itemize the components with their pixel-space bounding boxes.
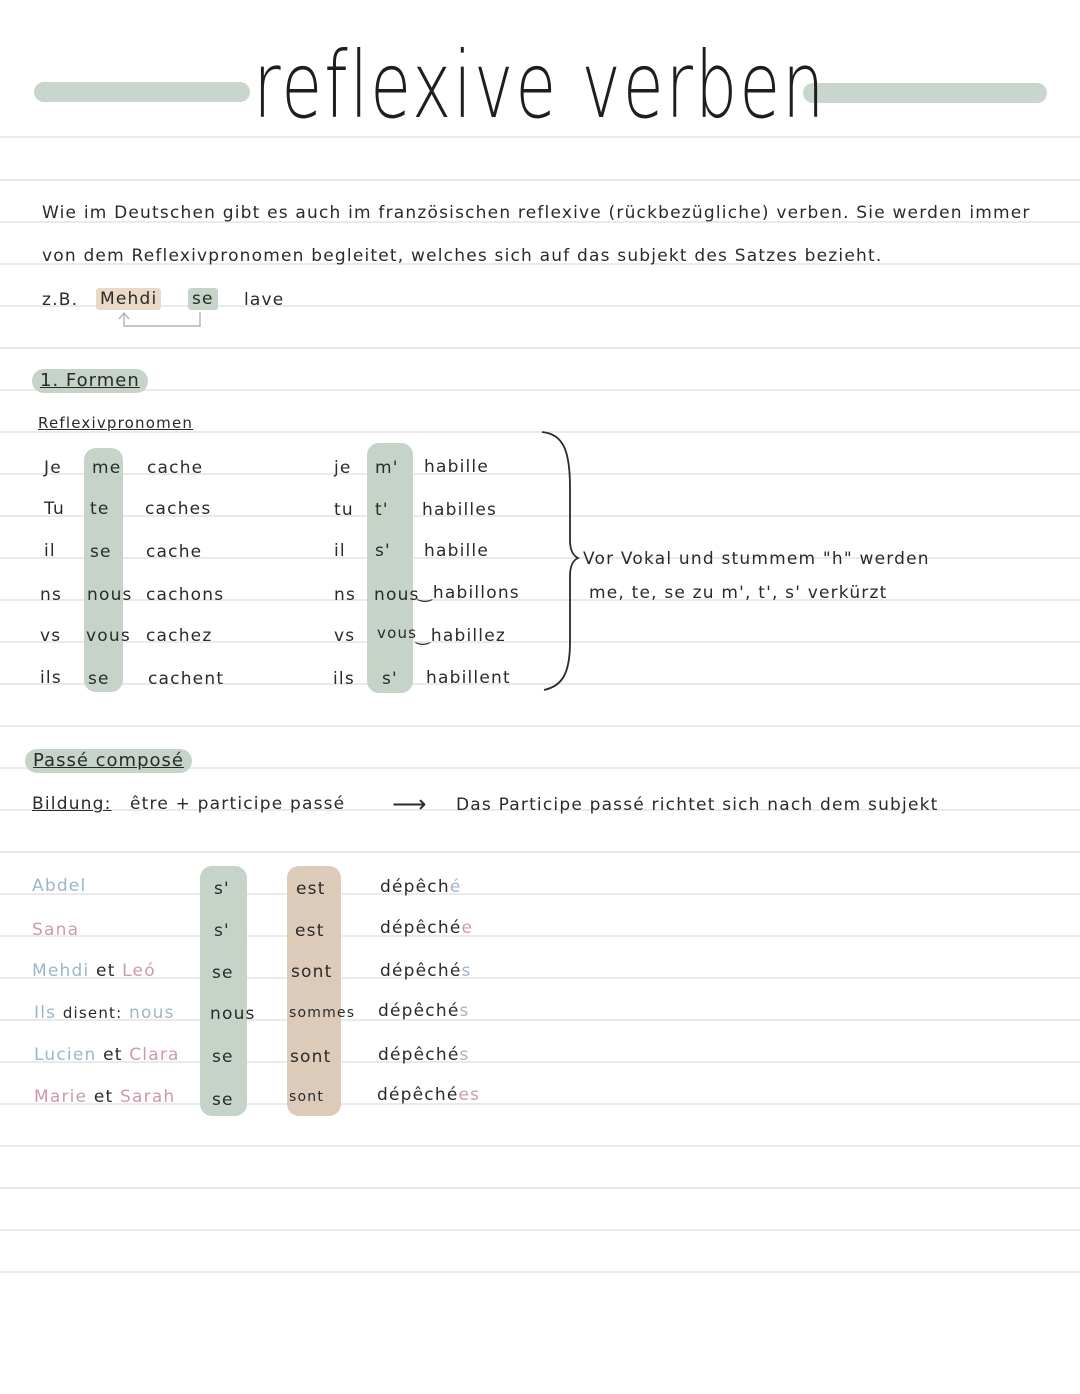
participle-stem: dépêché: [377, 1085, 459, 1105]
subject: Clara: [129, 1045, 180, 1065]
row-pronoun: nous: [87, 585, 133, 605]
subheading-reflexivpronomen: Reflexivpronomen: [38, 414, 194, 432]
row-verb: ‿habillez: [416, 626, 506, 646]
row-subject: ils: [40, 668, 62, 688]
page-title: reflexive verben: [253, 32, 827, 139]
row-verb: ‿habillons: [418, 583, 520, 603]
auxiliary-etre-column: [287, 866, 341, 1116]
pc-auxiliary: sommes: [289, 1005, 356, 1021]
section-heading-passe-compose: Passé composé: [25, 749, 192, 773]
elision-note-line-2: me, te, se zu m', t', s' verkürzt: [589, 583, 888, 603]
pc-auxiliary: est: [295, 921, 325, 941]
row-pronoun: m': [375, 458, 399, 478]
row-subject: vs: [334, 626, 356, 646]
row-pronoun: t': [375, 500, 389, 520]
row-subject: ns: [40, 585, 63, 605]
row-subject: je: [334, 458, 352, 478]
pc-row: [34, 1003, 175, 1023]
row-verb: cachons: [146, 585, 225, 605]
subject-joiner: et: [93, 1087, 114, 1107]
row-verb: habille: [424, 457, 490, 477]
row-pronoun: vous: [377, 624, 418, 642]
row-verb: cache: [147, 458, 204, 478]
pc-pronoun: se: [212, 1090, 234, 1110]
section-heading-formen: 1. Formen: [32, 369, 148, 393]
pc-row: [34, 1045, 180, 1065]
participle-ending: es: [458, 1085, 481, 1105]
pc-pronoun: nous: [210, 1004, 256, 1024]
pronoun-column-right: [367, 443, 413, 693]
pc-row: [32, 876, 86, 896]
example-subject: Mehdi: [96, 288, 161, 310]
row-pronoun: nous: [374, 585, 420, 605]
participle-ending: s: [459, 1045, 470, 1065]
row-subject: Je: [44, 458, 62, 478]
intro-line-1: Wie im Deutschen gibt es auch im französischen reflexive (rückbezügliche) verben. Sie werden immer: [42, 203, 1031, 223]
participle-ending: s: [461, 961, 472, 981]
bildung-formula: être + participe passé: [130, 794, 346, 814]
participle-stem: dépêché: [380, 918, 462, 938]
pc-row: [34, 1087, 175, 1107]
pc-auxiliary: sont: [290, 1047, 332, 1067]
row-subject: Tu: [44, 499, 65, 519]
example-label: z.B.: [42, 290, 79, 310]
bildung-label: Bildung:: [32, 794, 112, 814]
row-verb: caches: [145, 499, 212, 519]
pc-auxiliary: sont: [289, 1089, 325, 1105]
pc-participle: [378, 1001, 470, 1021]
agreement-rule: Das Participe passé richtet sich nach dem subjekt: [456, 795, 939, 815]
pc-participle: [380, 877, 462, 897]
row-verb: habille: [424, 541, 490, 561]
row-subject: il: [334, 541, 346, 561]
participle-ending: e: [461, 918, 474, 938]
example-reference-arrow: [112, 310, 212, 330]
intro-line-2: von dem Reflexivpronomen begleitet, welches sich auf das subjekt des Satzes bezieht.: [42, 246, 883, 266]
subject: Lucien: [34, 1045, 97, 1065]
pc-participle: [377, 1085, 480, 1105]
row-verb: habillent: [426, 668, 511, 688]
pronoun-column-left: [84, 448, 123, 692]
row-pronoun: s': [375, 541, 391, 561]
subject-joiner: disent:: [62, 1004, 123, 1022]
pc-auxiliary: sont: [291, 962, 333, 982]
participle-ending: s: [459, 1001, 470, 1021]
pc-pronoun: se: [212, 963, 234, 983]
participle-ending: é: [449, 877, 462, 897]
row-verb: cachent: [148, 669, 225, 689]
row-subject: vs: [40, 626, 62, 646]
row-verb: cachez: [146, 626, 213, 646]
row-subject: il: [44, 541, 56, 561]
subject: Leó: [122, 961, 156, 981]
subject: Sana: [32, 920, 80, 940]
row-pronoun: me: [92, 458, 122, 478]
participle-stem: dépêch: [380, 877, 450, 897]
pc-pronoun: s': [214, 921, 230, 941]
subject: Marie: [34, 1087, 88, 1107]
subject: Abdel: [32, 876, 87, 896]
pc-pronoun: s': [214, 879, 230, 899]
elision-note-line-1: Vor Vokal und stummem "h" werden: [583, 549, 930, 569]
pc-pronoun: se: [212, 1047, 234, 1067]
subject-joiner: et: [103, 1045, 123, 1065]
row-pronoun: se: [90, 542, 112, 562]
example-pronoun: se: [188, 288, 218, 310]
pc-participle: [380, 918, 473, 938]
curly-brace: [540, 428, 580, 694]
pc-auxiliary: est: [296, 879, 326, 899]
subject: Ils: [34, 1003, 57, 1023]
row-pronoun: se: [88, 669, 110, 689]
pc-row: [32, 920, 79, 940]
pc-row: [32, 961, 156, 981]
arrow-glyph: ⟶: [392, 790, 428, 818]
row-verb: cache: [146, 542, 203, 562]
row-pronoun: te: [90, 499, 110, 519]
row-pronoun: s': [382, 669, 398, 689]
subject-joiner: et: [96, 961, 116, 981]
participle-stem: dépêché: [378, 1001, 460, 1021]
row-subject: tu: [334, 500, 354, 520]
row-pronoun: vous: [86, 626, 131, 646]
subject: Mehdi: [32, 961, 90, 981]
row-subject: ils: [333, 669, 355, 689]
subject: nous: [129, 1003, 175, 1023]
row-verb: habilles: [422, 500, 498, 520]
subject: Sarah: [120, 1087, 176, 1107]
example-verb: lave: [244, 290, 285, 310]
participle-stem: dépêché: [380, 961, 462, 981]
pc-participle: [380, 961, 472, 981]
reflexive-pronoun-column: [200, 866, 247, 1116]
row-subject: ns: [334, 585, 357, 605]
pc-participle: [378, 1045, 470, 1065]
participle-stem: dépêché: [378, 1045, 460, 1065]
